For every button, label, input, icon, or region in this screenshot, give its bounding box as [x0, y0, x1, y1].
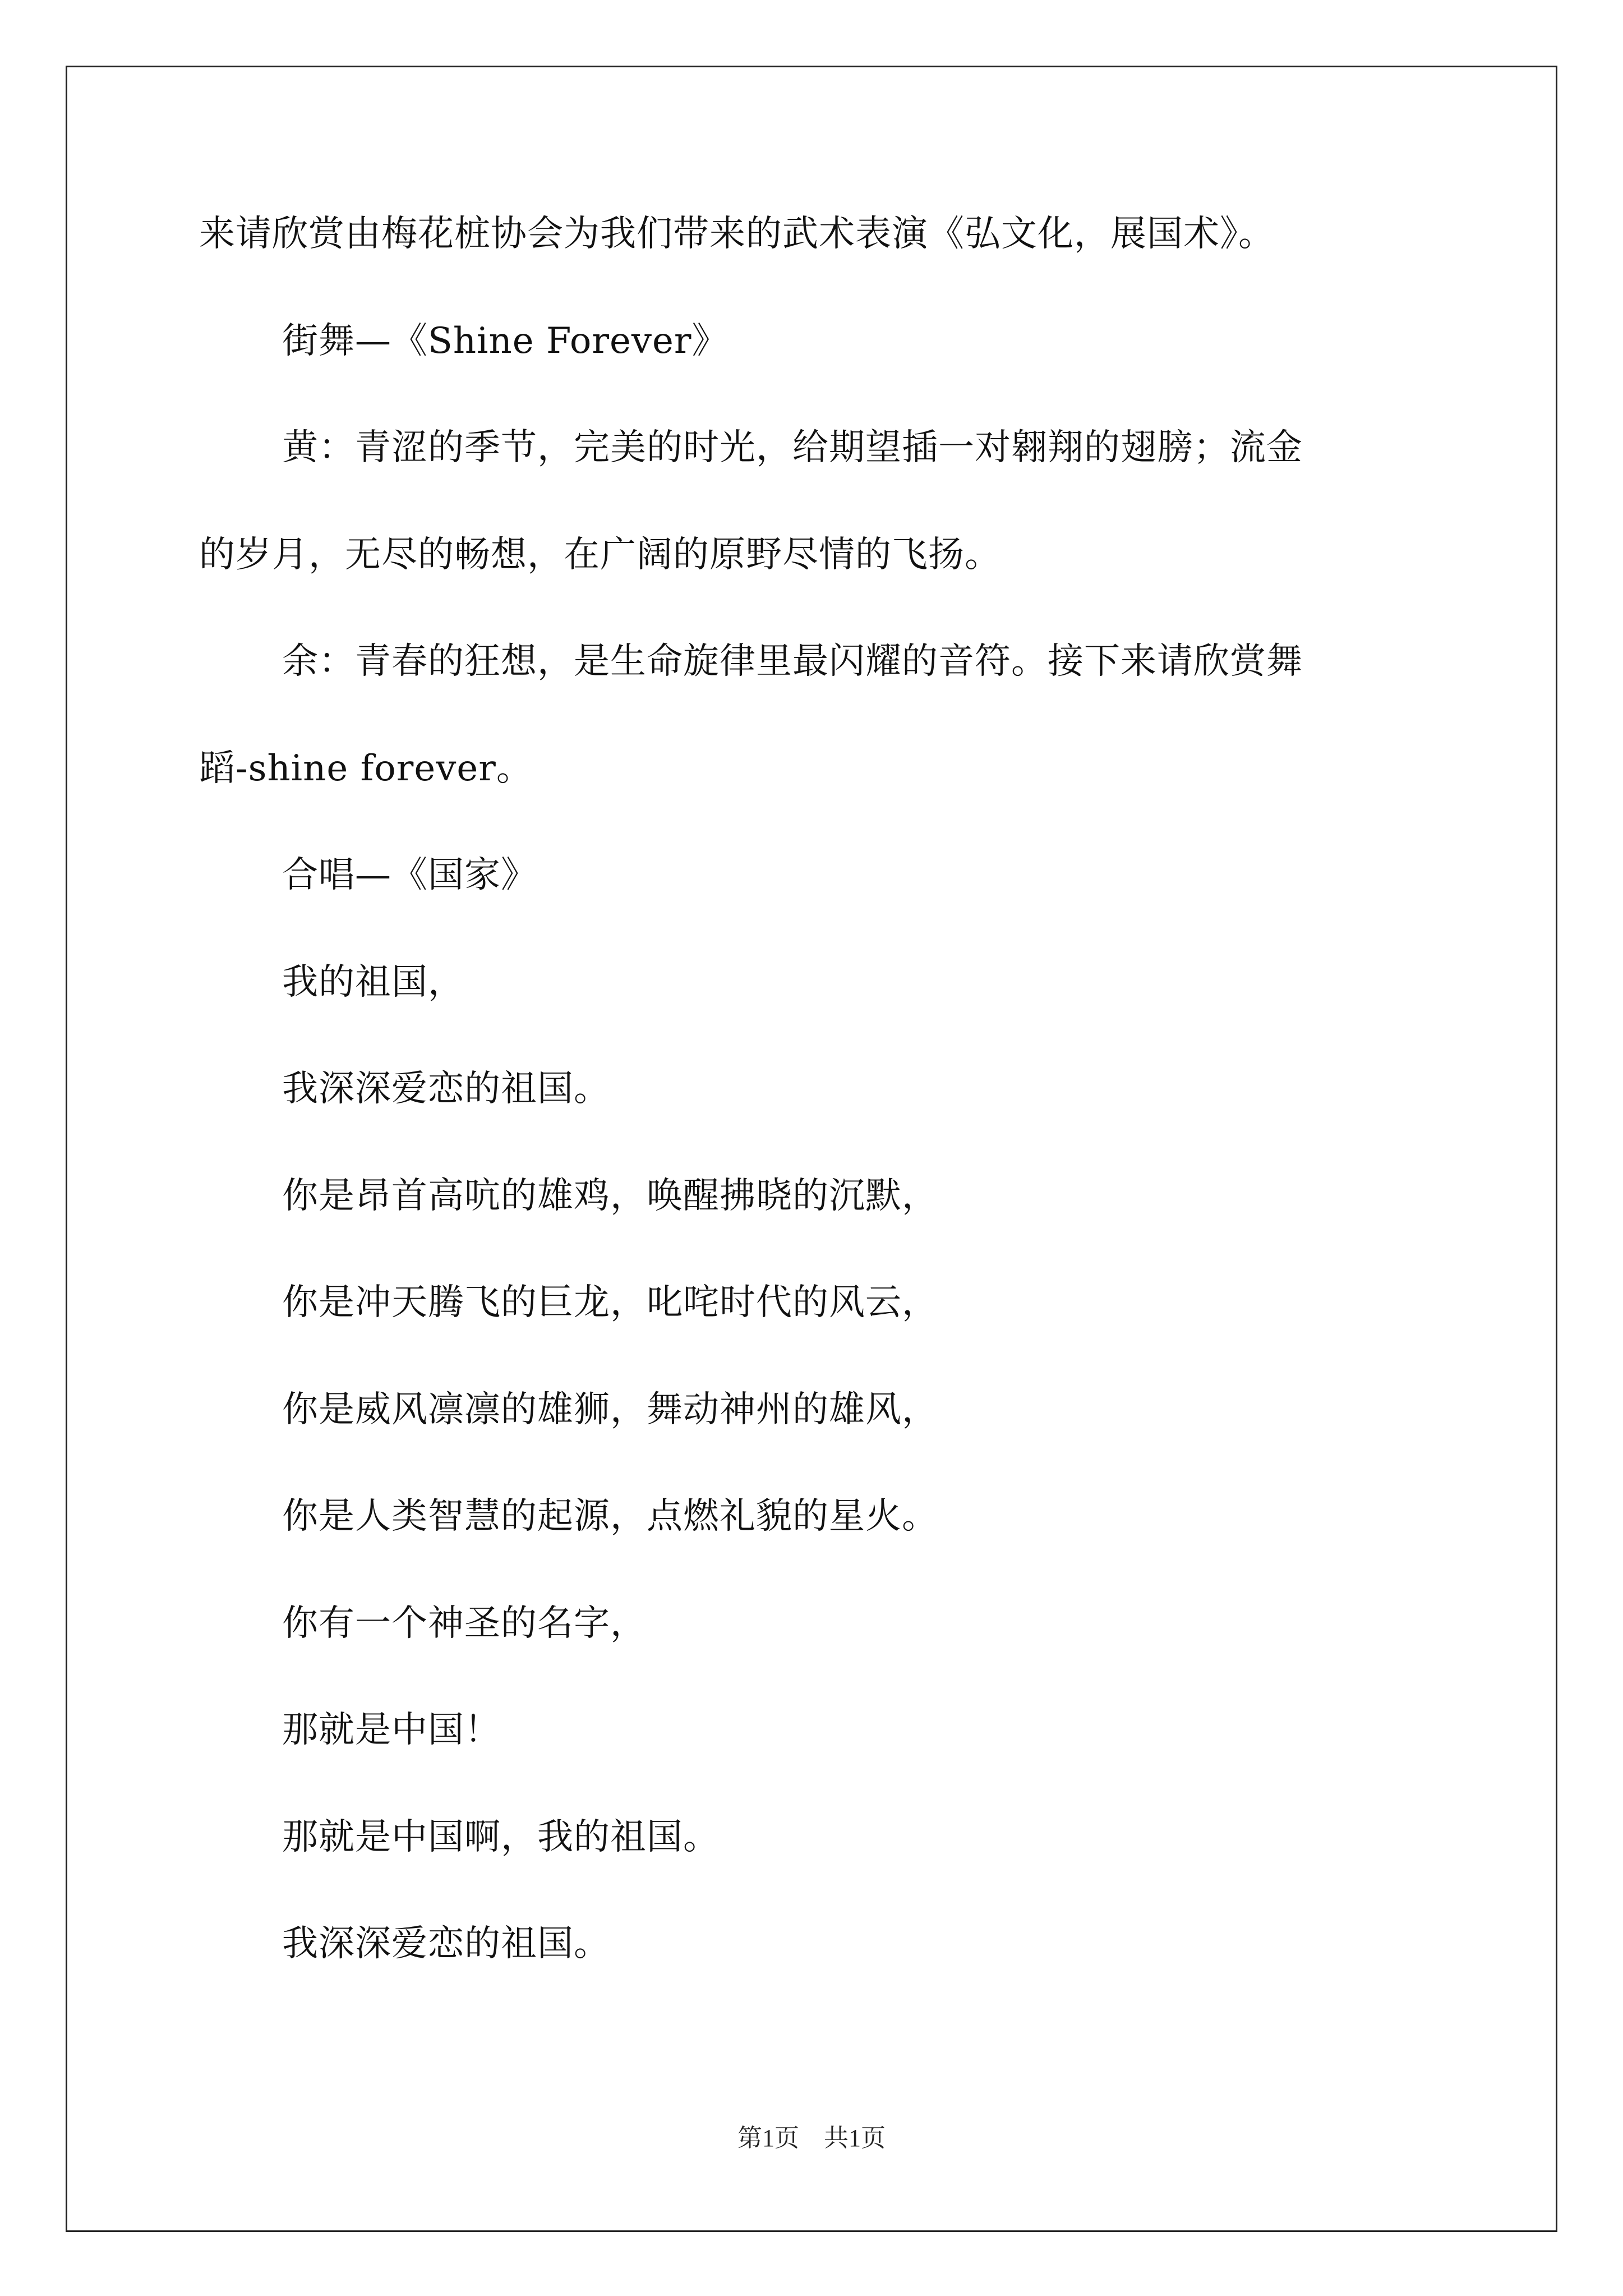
text-line-10: 你是昂首高吭的雄鸡，唤醒拂晓的沉默，: [282, 1175, 938, 1217]
text-line-1: 来请欣赏由梅花桩协会为我们带来的武术表演《弘文化，展国术》。: [199, 213, 1275, 255]
page-footer: 第1页 共1页: [737, 2124, 886, 2152]
text-line-7: 合唱—《国家》: [282, 854, 537, 896]
text-line-4: 的岁月，无尽的畅想，在广阔的原野尽情的飞扬。: [199, 534, 1001, 576]
page-border: [66, 66, 1557, 2232]
text-line-15: 那就是中国！: [282, 1709, 501, 1751]
text-line-6: 蹈-shine forever。: [199, 748, 533, 789]
text-line-5: 余：青春的狂想，是生命旋律里最闪耀的音符。接下来请欣赏舞: [282, 641, 1303, 682]
text-line-11: 你是冲天腾飞的巨龙，叱咤时代的风云，: [282, 1282, 938, 1323]
text-line-9: 我深深爱恋的祖国。: [282, 1068, 610, 1110]
text-line-12: 你是威风凛凛的雄狮，舞动神州的雄风，: [282, 1389, 938, 1430]
text-line-2: 街舞—《Shine Forever》: [282, 320, 728, 362]
text-line-14: 你有一个神圣的名字，: [282, 1603, 647, 1644]
text-line-13: 你是人类智慧的起源，点燃礼貌的星火。: [282, 1496, 938, 1537]
text-line-16: 那就是中国啊，我的祖国。: [282, 1816, 720, 1858]
text-line-8: 我的祖国，: [282, 961, 464, 1003]
text-line-17: 我深深爱恋的祖国。: [282, 1923, 610, 1964]
text-line-3: 黄：青涩的季节，完美的时光，给期望插一对翱翔的翅膀；流金: [282, 427, 1303, 468]
